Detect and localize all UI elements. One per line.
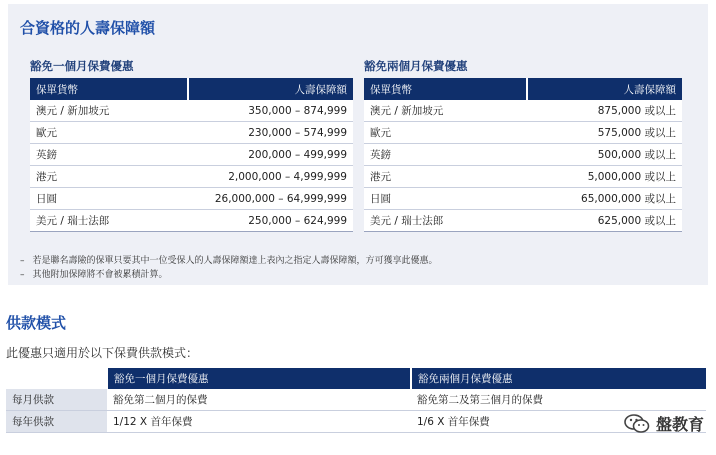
payment-mode-table: [6, 368, 706, 433]
table-row: [30, 100, 353, 122]
table-row: [30, 144, 353, 166]
table-row: [6, 411, 706, 433]
table-row: [30, 210, 353, 232]
amount-cell: 2,000,000 – 4,999,999: [188, 166, 353, 188]
amount-cell: 65,000,000 或以上: [527, 188, 682, 210]
one-month-table: [30, 78, 353, 232]
currency-cell: 美元 / 瑞士法郎: [30, 210, 188, 232]
col-currency-header: 保單貨幣: [364, 78, 527, 100]
currency-cell: 日圓: [364, 188, 527, 210]
note-bullet: –: [20, 270, 25, 280]
currency-cell: 澳元 / 新加坡元: [30, 100, 188, 122]
amount-cell: 250,000 – 624,999: [188, 210, 353, 232]
currency-cell: 澳元 / 新加坡元: [364, 100, 527, 122]
amount-cell: 625,000 或以上: [527, 210, 682, 232]
notes-list: [20, 254, 438, 282]
note-text: 若是聯名壽險的保單只要其中一位受保人的人壽保障額達上表內之指定人壽保障額，方可獲享此優惠。: [32, 256, 438, 266]
currency-cell: 歐元: [364, 122, 527, 144]
table-row: [364, 210, 682, 232]
wechat-icon: [624, 413, 650, 435]
mode-two-cell: 豁免第二及第三個月的保費: [411, 389, 706, 411]
table-row: [364, 188, 682, 210]
mode-header-one: 豁免一個月保費優惠: [107, 368, 411, 389]
col-amount-header: 人壽保障額: [527, 78, 682, 100]
currency-cell: 港元: [364, 166, 527, 188]
mode-one-cell: 豁免第二個月的保費: [107, 389, 411, 411]
table-row: [30, 166, 353, 188]
note-bullet: –: [20, 256, 25, 266]
table-row: [364, 166, 682, 188]
table-row: [364, 100, 682, 122]
mode-two-cell: 1/6 X 首年保費: [411, 411, 706, 433]
table-row: [364, 144, 682, 166]
currency-cell: 英鎊: [364, 144, 527, 166]
currency-cell: 歐元: [30, 122, 188, 144]
currency-cell: 英鎊: [30, 144, 188, 166]
table-header-row: [30, 78, 353, 100]
mode-one-cell: 1/12 X 首年保費: [107, 411, 411, 433]
payment-mode-title: 供款模式: [6, 314, 67, 332]
note-item: [20, 254, 438, 268]
table-header-row: [6, 368, 706, 389]
watermark: [624, 412, 704, 435]
amount-cell: 575,000 或以上: [527, 122, 682, 144]
one-month-title: 豁免一個月保費優惠: [30, 59, 134, 73]
payment-mode-description: 此優惠只適用於以下保費供款模式：: [6, 346, 199, 360]
table-row: [30, 122, 353, 144]
amount-cell: 875,000 或以上: [527, 100, 682, 122]
note-text: 其他附加保障將不會被累積計算。: [32, 270, 168, 280]
table-row: [364, 122, 682, 144]
table-header-row: [364, 78, 682, 100]
two-month-table: [364, 78, 682, 232]
col-currency-header: 保單貨幣: [30, 78, 188, 100]
table-row: [30, 188, 353, 210]
currency-cell: 港元: [30, 166, 188, 188]
amount-cell: 230,000 – 574,999: [188, 122, 353, 144]
amount-cell: 200,000 – 499,999: [188, 144, 353, 166]
amount-cell: 350,000 – 874,999: [188, 100, 353, 122]
blank-header: [6, 368, 107, 389]
mode-label: 每年供款: [6, 411, 107, 433]
watermark-text: 盤教育: [655, 415, 704, 434]
amount-cell: 5,000,000 或以上: [527, 166, 682, 188]
currency-cell: 美元 / 瑞士法郎: [364, 210, 527, 232]
note-item: [20, 268, 438, 282]
currency-cell: 日圓: [30, 188, 188, 210]
amount-cell: 500,000 或以上: [527, 144, 682, 166]
eligibility-title: 合資格的人壽保障額: [20, 19, 156, 37]
amount-cell: 26,000,000 – 64,999,999: [188, 188, 353, 210]
two-month-title: 豁免兩個月保費優惠: [364, 59, 468, 73]
table-row: [6, 389, 706, 411]
mode-header-two: 豁免兩個月保費優惠: [411, 368, 706, 389]
col-amount-header: 人壽保障額: [188, 78, 353, 100]
mode-label: 每月供款: [6, 389, 107, 411]
